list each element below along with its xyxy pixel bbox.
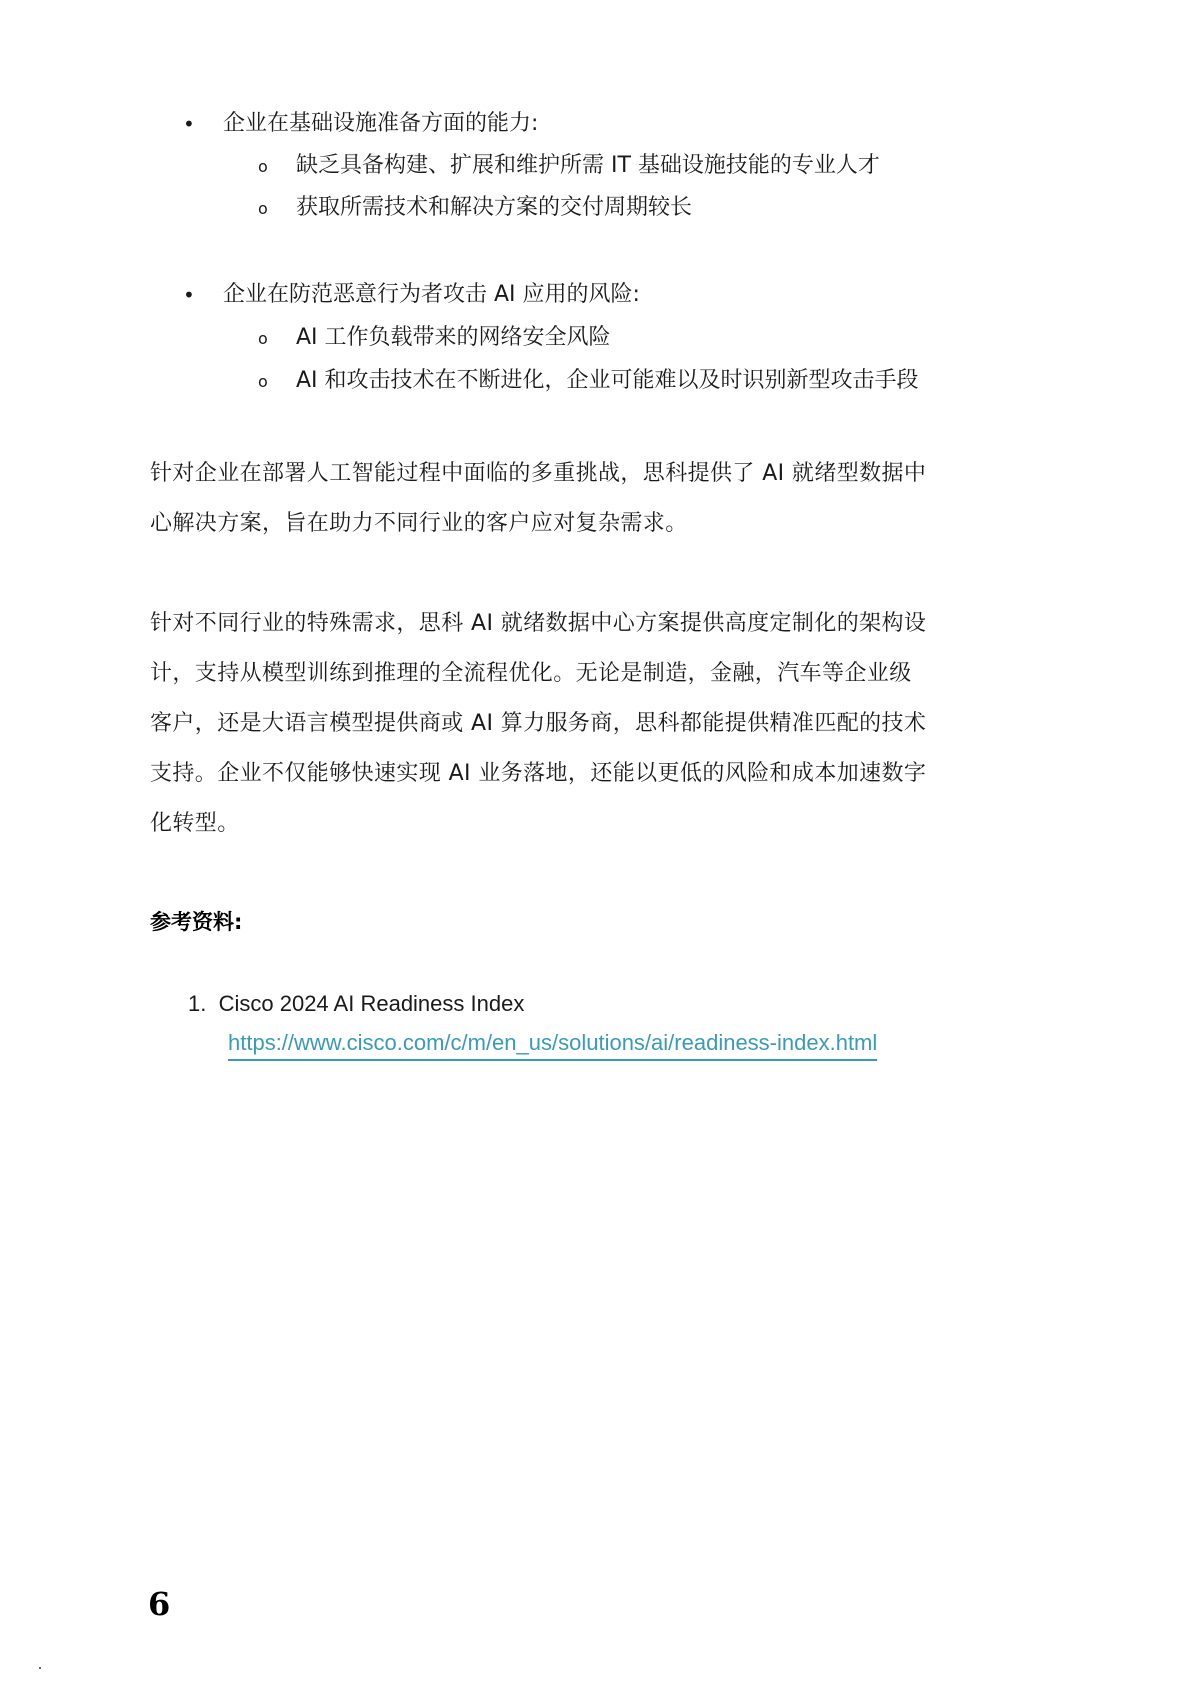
paragraph-industry-needs (150, 599, 990, 849)
stray-mark (39, 1667, 41, 1669)
bullet-icon: • (183, 283, 195, 307)
paragraph-line: 计，支持从模型训练到推理的全流程优化。无论是制造，金融，汽车等企业级 (150, 661, 912, 686)
reference-number: 1. (188, 991, 207, 1016)
page-number: 6 (148, 1585, 171, 1623)
paragraph-line: 针对企业在部署人工智能过程中面临的多重挑战，思科提供了 AI 就绪型数据中 (150, 461, 927, 486)
paragraph-solution-intro (150, 449, 990, 549)
paragraph-line: 化转型。 (150, 811, 240, 836)
paragraph-line: 针对不同行业的特殊需求，思科 AI 就绪数据中心方案提供高度定制化的架构设 (150, 611, 927, 636)
paragraph-line: 客户，还是大语言模型提供商或 AI 算力服务商，思科都能提供精准匹配的技术 (150, 711, 927, 736)
sub-bullet-item: AI 工作负载带来的网络安全风险 (296, 325, 611, 350)
bullet-label: 企业在基础设施准备方面的能力: (223, 111, 539, 136)
sub-bullet-icon: o (258, 157, 268, 176)
sub-bullet-icon: o (258, 199, 268, 218)
reference-item (188, 989, 524, 1019)
sub-bullet-item: AI 和攻击技术在不断进化，企业可能难以及时识别新型攻击手段 (296, 368, 919, 393)
reference-title: Cisco 2024 AI Readiness Index (218, 991, 525, 1016)
references-heading: 参考资料: (150, 910, 243, 934)
sub-bullet-item: 获取所需技术和解决方案的交付周期较长 (296, 195, 693, 220)
sub-bullet-icon: o (258, 329, 268, 348)
paragraph-line: 心解决方案，旨在助力不同行业的客户应对复杂需求。 (150, 511, 688, 536)
reference-link[interactable]: https://www.cisco.com/c/m/en_us/solutions/ai/readiness-index.html (228, 1028, 877, 1061)
sub-bullet-item: 缺乏具备构建、扩展和维护所需 IT 基础设施技能的专业人才 (296, 153, 880, 178)
paragraph-line: 支持。企业不仅能够快速实现 AI 业务落地，还能以更低的风险和成本加速数字 (150, 761, 927, 786)
bullet-label: 企业在防范恶意行为者攻击 AI 应用的风险: (223, 282, 640, 307)
bullet-icon: • (183, 112, 195, 136)
sub-bullet-icon: o (258, 372, 268, 391)
